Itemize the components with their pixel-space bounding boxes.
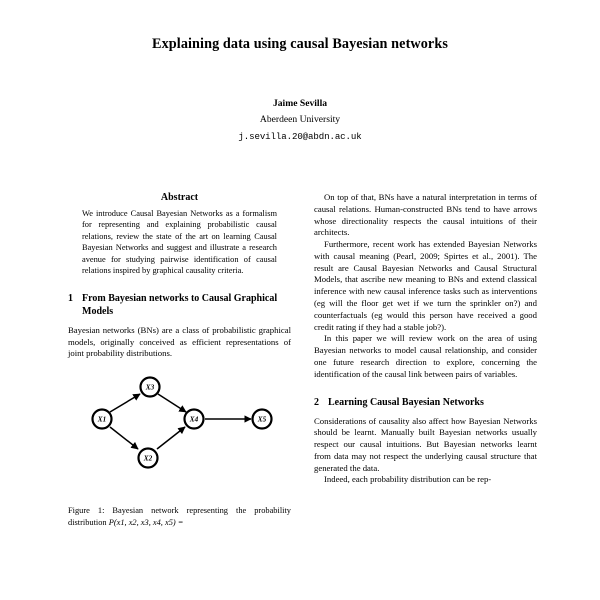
edge-x1-x3 (110, 394, 140, 412)
figure-caption-formula: P(x1, x2, x3, x4, x5) = (108, 517, 184, 527)
graph-edges (110, 394, 251, 449)
section-2-paragraph-2: Indeed, each probability distribution can be rep- (324, 474, 492, 485)
abstract-heading: Abstract (160, 192, 199, 203)
right-paragraph-2: Furthermore, recent work has extended Bayesian Networks with causal meaning (Pearl, 2009; Spirtes et al., 2001). The result are Causal Bayesian Networks and Causal Structural Models, that ascribe new meaning to BNs and extend classical inference with new causal inference tasks such as interventions (eg will the floor get wet if we turn the sprinkler on?) and counterfactuals (eg would this person have received a good credit rating if they had a stable job?). (314, 239, 537, 332)
bayesian-network-diagram (68, 376, 291, 496)
section-title: Learning Causal Bayesian Networks (328, 396, 484, 408)
figure-caption-text: Bayesian network representing the probability distribution (68, 506, 291, 527)
node-x2-label: X2 (143, 454, 153, 463)
edge-x1-x2 (110, 427, 138, 449)
node-x1[interactable] (93, 410, 112, 429)
section-number: 1 (68, 292, 73, 304)
right-paragraph-3: In this paper we will review work on the area of using Bayesian networks to model causal relationship, and consider one future research direction to explore, concerning the identification of the causal link between pairs of variables. (314, 333, 537, 379)
section-title: From Bayesian networks to Causal Graphical Models (82, 292, 278, 317)
author-block (0, 97, 600, 143)
section-number: 2 (314, 396, 319, 408)
two-column-body (0, 192, 600, 528)
author-affiliation: Aberdeen University (259, 113, 341, 125)
right-paragraph-1: On top of that, BNs have a natural interpretation in terms of causal relations. Human-constructed BNs tend to have arrows whose directionality respects the causal intuitions of their architects. (314, 192, 537, 238)
node-x5[interactable] (253, 410, 272, 429)
figure-caption-label: Figure 1: (68, 506, 105, 516)
left-column (68, 192, 291, 528)
node-x4[interactable] (185, 410, 204, 429)
node-x2[interactable] (139, 449, 158, 468)
node-x3-label: X3 (145, 383, 155, 392)
page-title: Explaining data using causal Bayesian networks (152, 36, 448, 52)
node-x1-label: X1 (97, 415, 107, 424)
author-email[interactable]: j.sevilla.20@abdn.ac.uk (238, 130, 362, 142)
node-x4-label: X4 (189, 415, 199, 424)
node-x5-label: X5 (257, 415, 267, 424)
graph-nodes (93, 378, 272, 468)
abstract-text: We introduce Causal Bayesian Networks as a formalism for representing and explaining probabilistic causal relations, review the state of the art on learning Causal Bayesian Networks and suggest and illustrate a research avenue for studying pairwise identification of causal relations inspired by graphical causality criteria. (82, 209, 277, 276)
section-1-paragraph-1: Bayesian networks (BNs) are a class of probabilistic graphical models, originally conceived as efficient representations of joint probability distributions. (68, 324, 291, 359)
right-column (314, 192, 537, 528)
section-heading-2 (314, 396, 537, 409)
figure-caption (68, 505, 291, 528)
section-2-paragraph-1: Considerations of causality also affect how Bayesian Networks should be learnt. Manually built Bayesian networks usually respect our causal intuitions. But Bayesian networks learnt from data may not respect the underlying causal structure that generated the data. (314, 415, 537, 473)
figure-1 (68, 376, 291, 528)
node-x3[interactable] (141, 378, 160, 397)
section-heading-1 (68, 292, 291, 318)
author-name: Jaime Sevilla (272, 98, 328, 109)
edge-x3-x4 (158, 394, 186, 412)
edge-x2-x4 (157, 427, 185, 449)
